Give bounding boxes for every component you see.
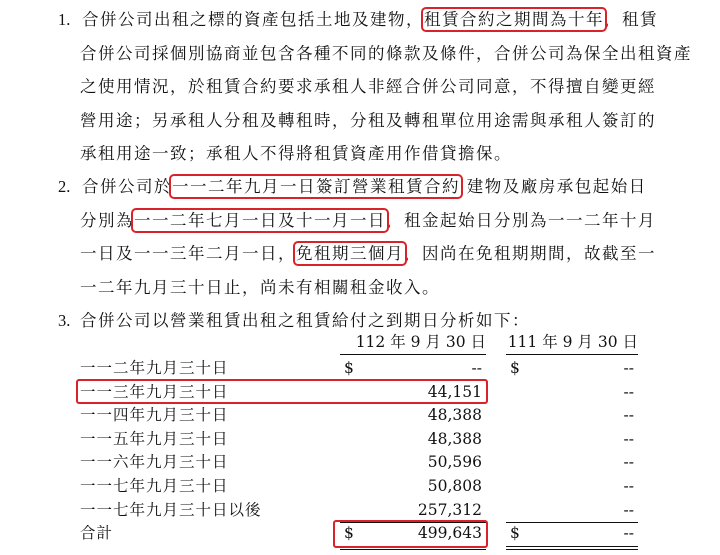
highlight-box-row-113 — [76, 379, 488, 405]
text-run: ，租賃 — [604, 10, 658, 29]
paragraph-line — [80, 39, 692, 69]
item-number: 3. — [58, 311, 71, 330]
paragraph-line — [82, 172, 647, 202]
currency-symbol: $ — [344, 359, 354, 377]
paragraph-line — [80, 72, 656, 102]
currency-symbol: $ — [344, 524, 354, 543]
header-underline — [506, 354, 638, 355]
text-run: 建物及廠房承包起始日 — [460, 177, 647, 196]
value-112: 48,388 — [427, 429, 482, 448]
text-run: 之使用情況，於租賃合約要求承租人非經合併公司同意，不得擅自變更經 — [80, 77, 656, 96]
value-112: -- — [471, 359, 482, 377]
total-double-rule — [506, 549, 638, 550]
row-period-label: 一一七年九月三十日以後 — [80, 500, 262, 519]
col-header-112: 112 年 9 月 30 日 — [355, 333, 486, 351]
value-111: -- — [623, 429, 634, 448]
value-112: 50,808 — [427, 477, 482, 495]
text-run: 一日及一一三年二月一日， — [80, 244, 296, 263]
paragraph-line — [80, 273, 440, 303]
total-double-rule — [340, 549, 486, 550]
row-period-label: 一一五年九月三十日 — [80, 429, 229, 448]
row-period-label: 一一二年九月三十日 — [80, 359, 229, 377]
row-period-label: 一一六年九月三十日 — [80, 453, 229, 472]
value-112: 50,596 — [427, 453, 482, 472]
paragraph-line — [80, 239, 656, 269]
value-112: 257,312 — [417, 500, 482, 519]
text-run: ，因尚在免租期期間，故截至一 — [404, 244, 656, 263]
value-111: -- — [623, 382, 634, 401]
value-112: 48,388 — [427, 406, 482, 425]
text-run: 合併公司出租之標的資產包括土地及建物， — [82, 10, 424, 29]
value-111: -- — [623, 359, 634, 377]
row-period-label: 一一四年九月三十日 — [80, 406, 229, 425]
highlighted-text: 租賃合約之期間為十年 — [424, 10, 604, 29]
value-111: -- — [623, 500, 634, 519]
value-111: -- — [623, 453, 634, 472]
header-underline — [340, 354, 486, 355]
paragraph-line — [80, 206, 656, 236]
text-run: ，租金起始日分別為一一二年十月 — [386, 210, 656, 230]
value-112: 499,643 — [417, 524, 482, 543]
text-run: 承租用途一致；承租人不得將租賃資產用作借貸擔保。 — [80, 144, 512, 163]
col-header-111: 111 年 9 月 30 日 — [507, 333, 638, 351]
row-period-label: 一一七年九月三十日 — [80, 477, 229, 495]
text-run: 合併公司於 — [82, 177, 172, 196]
value-111: -- — [623, 477, 634, 495]
row-period-label: 一一三年九月三十日 — [80, 382, 229, 401]
item-number: 2. — [58, 177, 71, 196]
value-112: 44,151 — [427, 382, 482, 401]
text-run: 分別為 — [80, 210, 134, 230]
row-period-label: 合計 — [80, 524, 114, 543]
text-run: 營用途；另承租人分租及轉租時，分租及轉租單位用途需與承租人簽訂的 — [80, 110, 656, 130]
paragraph-line — [80, 106, 656, 136]
paragraph-line — [82, 5, 658, 35]
highlight-box-total-112 — [333, 520, 488, 548]
currency-symbol: $ — [510, 524, 520, 543]
total-double-rule — [506, 546, 638, 547]
text-run: 一二年九月三十日止，尚未有相關租金收入。 — [80, 277, 440, 297]
value-111: -- — [623, 406, 634, 425]
currency-symbol: $ — [510, 359, 520, 377]
highlighted-text: 一一二年九月一日簽訂營業租賃合約 — [172, 177, 460, 196]
text-run: 合併公司採個別協商並包含各種不同的條款及條件，合併公司為保全出租資產 — [80, 43, 692, 63]
text-run: 合併公司以營業租賃出租之租賃給付之到期日分析如下： — [80, 311, 530, 330]
paragraph-line — [80, 139, 512, 169]
value-111: -- — [623, 524, 634, 543]
highlighted-text: 免租期三個月 — [296, 244, 404, 263]
highlighted-text: 一一二年七月一日及十一月一日 — [134, 210, 386, 230]
item-number: 1. — [58, 10, 71, 29]
